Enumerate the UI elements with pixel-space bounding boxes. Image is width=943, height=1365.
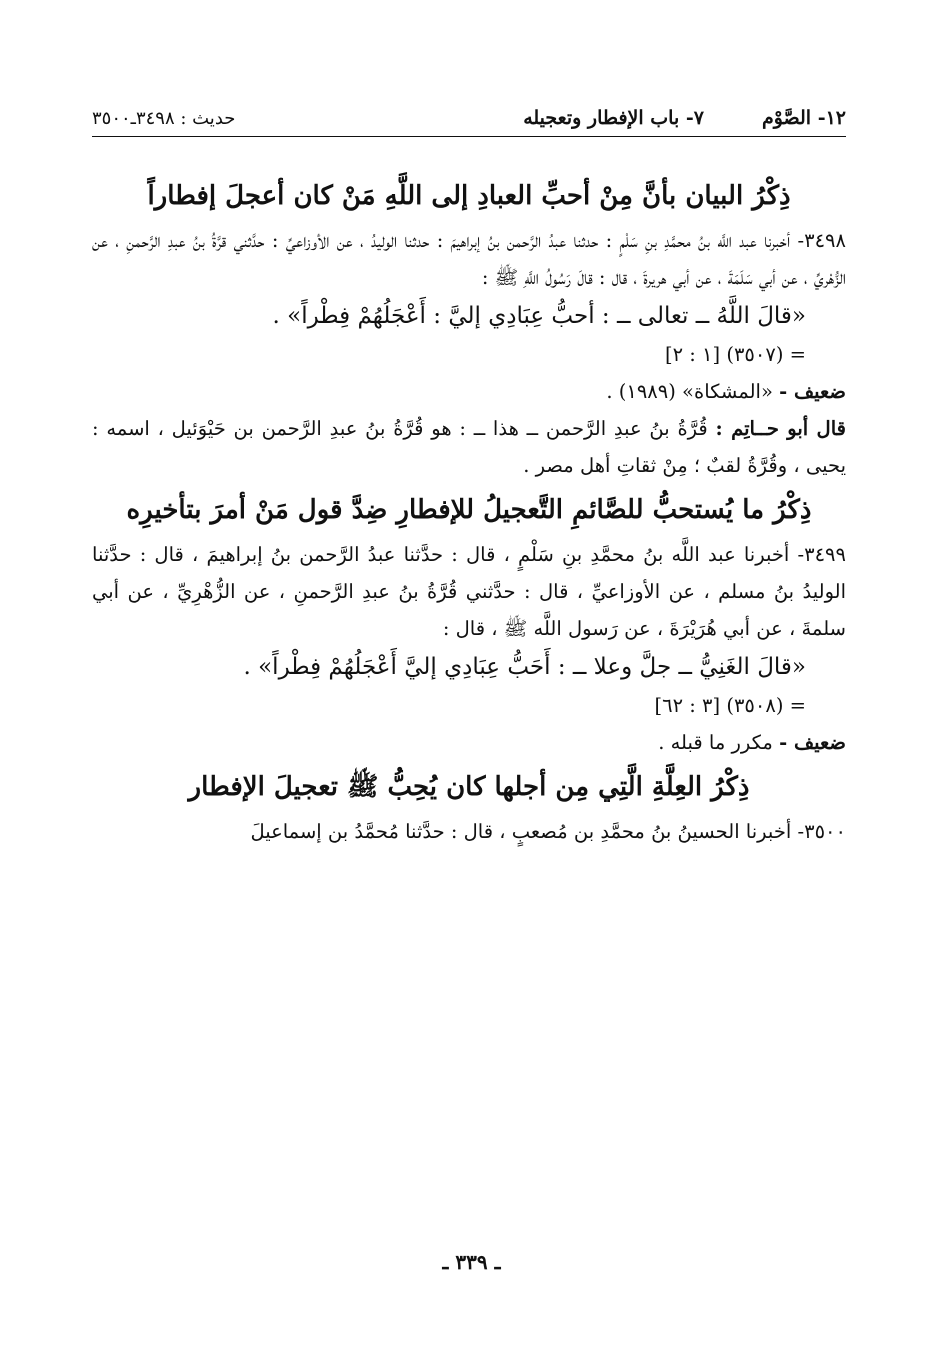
hadith-matn: «قالَ الغَنِيُّ ــ جلَّ وعلا ــ : أَحَبُّ عِبَادِي إليَّ أَعْجَلُهُمْ فِطْراً» . [243, 654, 806, 680]
page-number: ـ ٣٣٩ ـ [442, 1250, 501, 1274]
header-titles [523, 107, 846, 129]
section-heading: ذِكْرُ البيان بأنَّ مِنْ أحبِّ العبادِ إلى اللَّهِ مَنْ كان أعجلَ إفطاراً [147, 181, 791, 211]
hadith-matn: «قالَ اللَّهُ ــ تعالى ــ : أحبُّ عِبَادِي إليَّ : أَعْجَلُهُمْ فِطْراً» . [272, 303, 806, 329]
section-heading: ذِكْرُ العِلَّةِ الَّتِي مِن أجلها كان يُحِبُّ ﷺ تعجيلَ الإفطار [188, 772, 750, 802]
commentary-note [92, 410, 846, 484]
grade-label: ضعيف - [779, 380, 846, 403]
isnad-paragraph: ٣٤٩٩- أخبرنا عبد اللَّه بنُ محمَّدِ بنِ سَلْمٍ ، قال : حدَّثنا عبدُ الرَّحمن بنُ إبراهيمَ ، قال : حدَّثنا الوليدُ بنُ مسلم ، عن الأوزاعيِّ ، قال : حدَّثني قُرَّةُ بنُ عبدِ الرَّحمنِ ، عن الزُّهْرِيِّ ، عن أبي سلمةَ ، عن أبي هُرَيْرَةَ ، عن رَسول اللَّه ﷺ ، قال : [92, 543, 846, 640]
section-title: ٧- باب الإفطار وتعجيله [523, 107, 704, 129]
hadith-range: حديث : ٣٤٩٨ـ٣٥٠٠ [92, 107, 236, 129]
isnad-paragraph: ٣٤٩٨- أخبرنا عبد اللَّه بنُ محمَّدِ بنِ سَلْمٍ : حدثنا عبدُ الرَّحمن بنُ إبراهيمَ : حدثنا الوليدُ ، عن الأوزاعيِّ : حدَّثني قرَّةُ بنُ عبدِ الرَّحمنِ ، عن الزُّهْريِّ ، عن أبي سَلَمَةَ ، عن أبي هريرةَ ، قال : قالَ رَسُولُ اللَّهِ ﷺ : [92, 229, 846, 289]
grade-text: مكرر ما قبله . [658, 731, 780, 754]
section-heading: ذِكْرُ ما يُستحبُّ للصَّائمِ التَّعجيلُ للإفطارِ ضِدَّ قول مَنْ أمرَ بتأخيرِه [126, 495, 812, 525]
hadith-grade [92, 373, 846, 410]
hadith-grade [92, 724, 846, 761]
running-header [92, 100, 846, 137]
cross-reference: = (٣٥٠٧) [١ : ٢] [664, 343, 806, 366]
page-body [92, 170, 846, 850]
note-label: قال أبو حــاتِم : [715, 417, 846, 440]
grade-text: «المشكاة» (١٩٨٩) . [606, 380, 780, 403]
grade-label: ضعيف - [779, 731, 846, 754]
note-text: قُرَّةُ بنُ عبدِ الرَّحمن ــ هذا ــ : هو قُرَّةُ بنُ عبدِ الرَّحمن بن حَيْوَئيل ، اسمه : يحيى ، وقُرَّةُ لقبٌ ؛ مِنْ ثقاتِ أهل مصر . [92, 417, 846, 477]
cross-reference: = (٣٥٠٨) [٣ : ٦٢] [654, 694, 806, 717]
isnad-paragraph: ٣٥٠٠- أخبرنا الحسينُ بنُ محمَّدِ بن مُصعبٍ ، قال : حدَّثنا مُحمَّدُ بن إسماعيلَ [250, 820, 846, 843]
chapter-title: ١٢- الصَّوْم [761, 107, 846, 129]
